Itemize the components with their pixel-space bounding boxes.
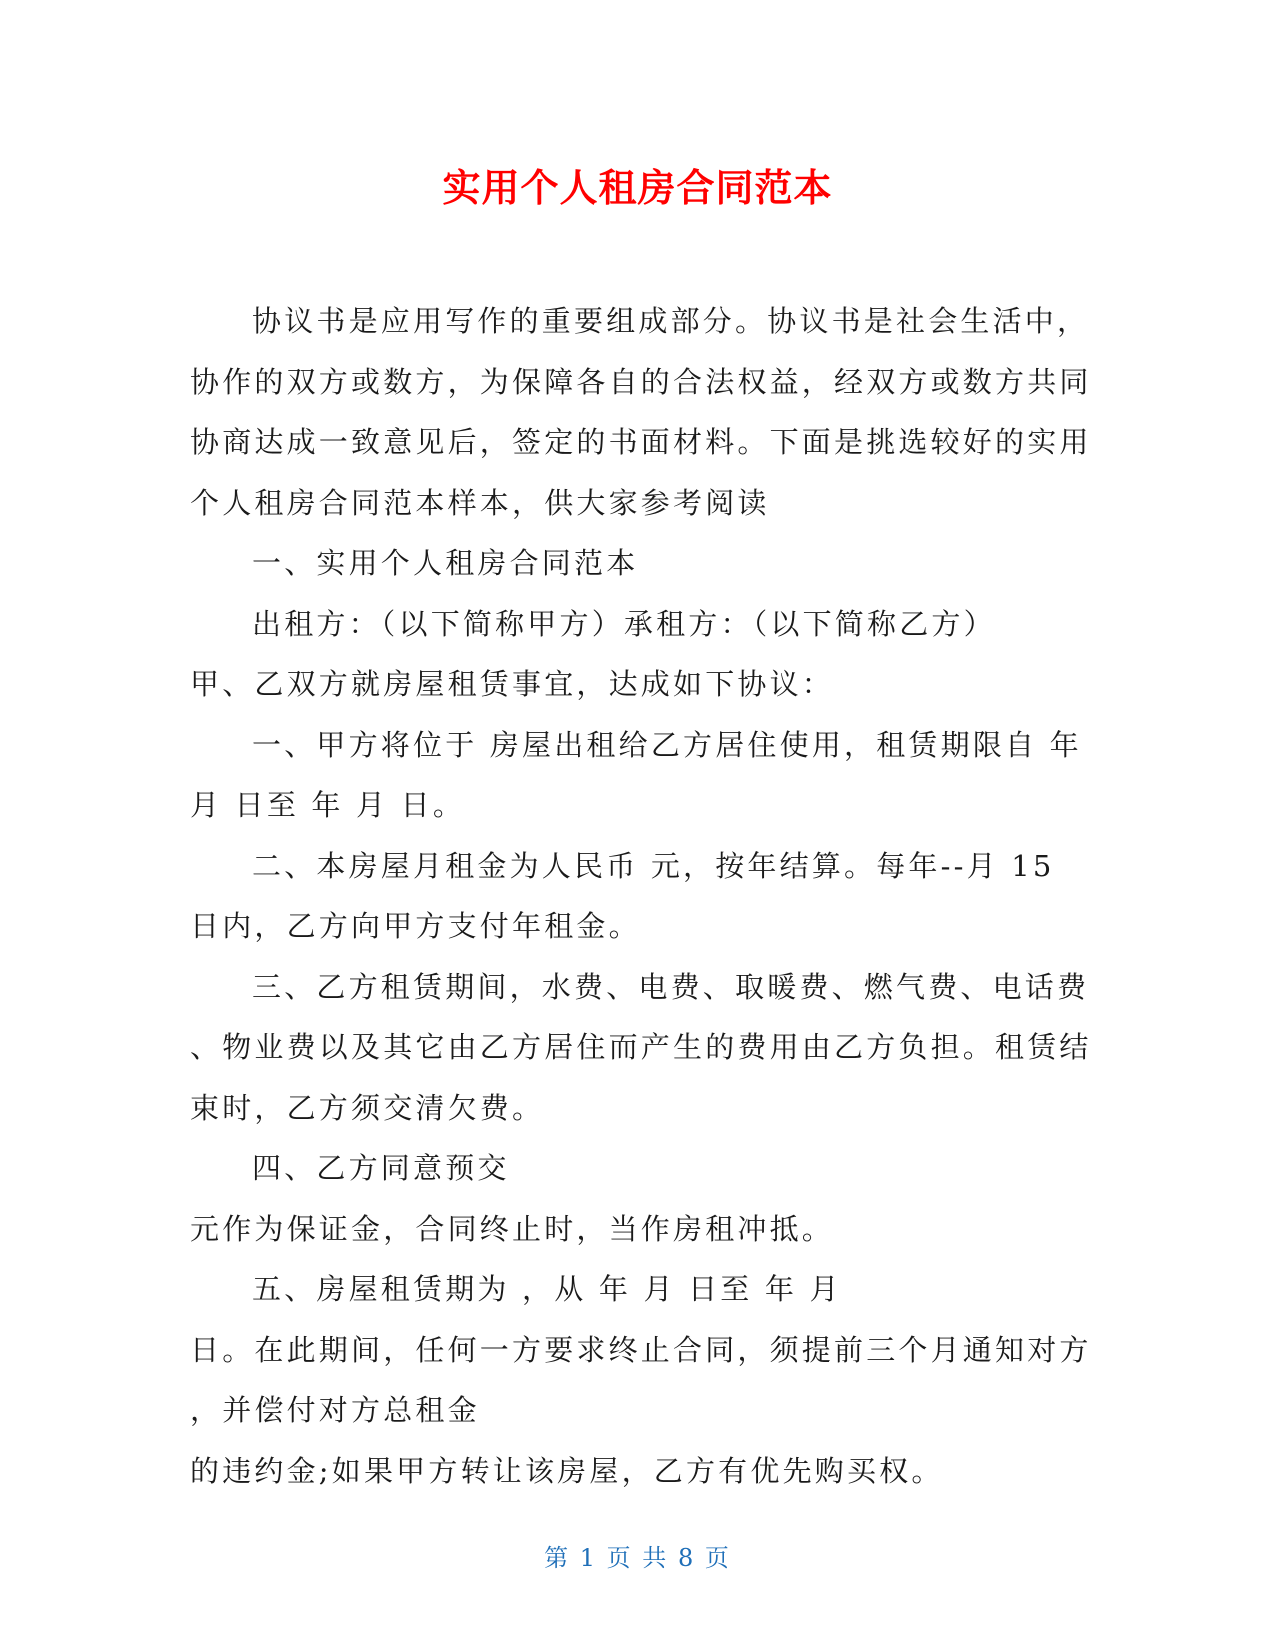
paragraph-line: 甲、乙双方就房屋租赁事宜，达成如下协议： (190, 667, 835, 701)
clause-line: 四、乙方同意预交 (252, 1151, 510, 1185)
clause-line: 月 日至 年 月 日。 (190, 788, 466, 822)
clause-line: 束时，乙方须交清欠费。 (190, 1090, 545, 1125)
clause-line: 元作为保证金，合同终止时，当作房租冲抵。 (190, 1211, 835, 1246)
section-heading: 一、实用个人租房合同范本 (252, 546, 639, 580)
clause-line: 二、本房屋月租金为人民币 元，按年结算。每年--月 15 (252, 848, 1055, 883)
paragraph-line: 协商达成一致意见后，签定的书面材料。下面是挑选较好的实用 (190, 425, 1092, 459)
clause-line: 三、乙方租赁期间，水费、电费、取暖费、燃气费、电话费 (252, 969, 1090, 1004)
paragraph-line: 协议书是应用写作的重要组成部分。协议书是社会生活中， (252, 304, 1090, 338)
clause-line: 一、甲方将位于 房屋出租给乙方居住使用，租赁期限自 年 (252, 727, 1082, 762)
clause-line: 的违约金;如果甲方转让该房屋，乙方有优先购买权。 (190, 1453, 944, 1488)
clause-line: 、物业费以及其它由乙方居住而产生的费用由乙方负担。租赁结 (190, 1030, 1092, 1064)
paragraph-line: 协作的双方或数方，为保障各自的合法权益，经双方或数方共同 (190, 364, 1092, 399)
clause-line: ，并偿付对方总租金 (190, 1393, 480, 1427)
clause-line: 日内，乙方向甲方支付年租金。 (190, 909, 641, 943)
clause-line: 日。在此期间，任何一方要求终止合同，须提前三个月通知对方 (190, 1332, 1092, 1367)
page-number-footer: 第 1 页 共 8 页 (544, 1544, 731, 1572)
paragraph-line: 出租方：（以下简称甲方）承租方：（以下简称乙方） (252, 606, 996, 641)
document-title: 实用个人租房合同范本 (442, 166, 833, 210)
clause-line: 五、房屋租赁期为 ，从 年 月 日至 年 月 (252, 1272, 842, 1306)
paragraph-line: 个人租房合同范本样本，供大家参考阅读 (190, 485, 770, 520)
document-body (190, 291, 1092, 1501)
